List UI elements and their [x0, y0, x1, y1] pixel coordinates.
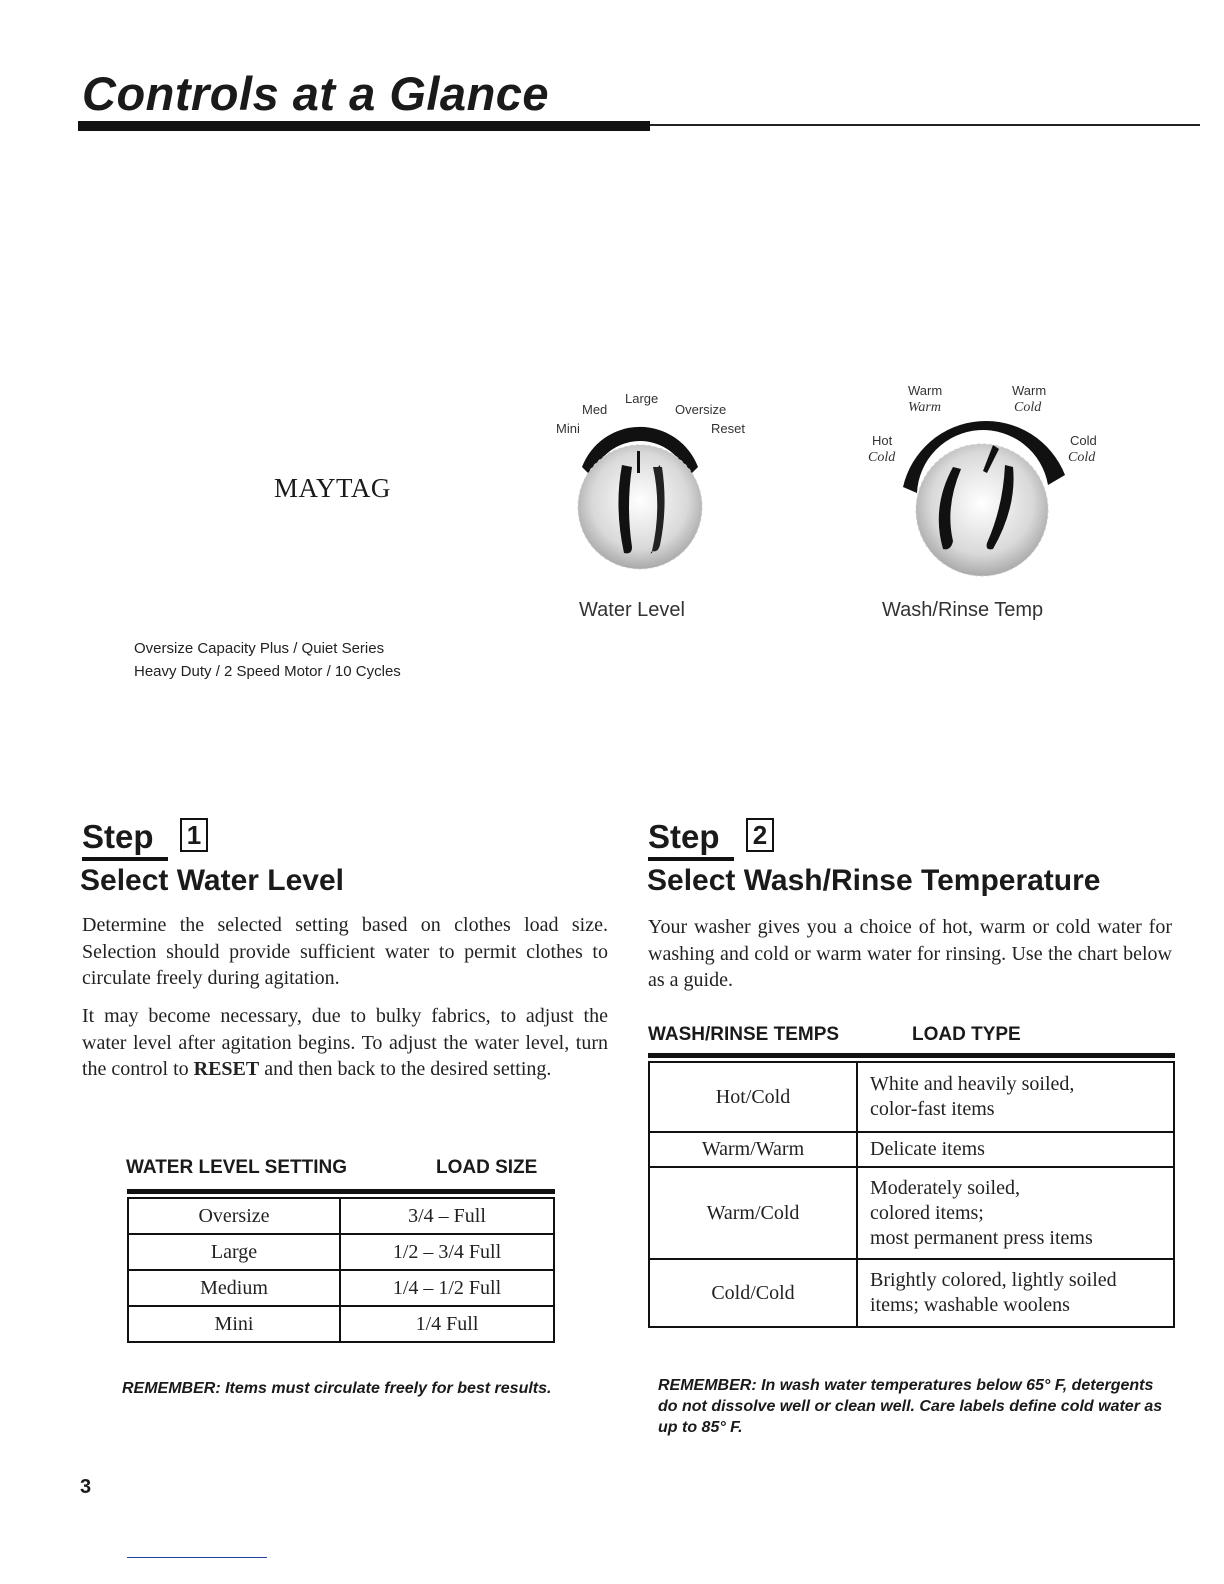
table-row [128, 1198, 554, 1234]
step-1-word: Step [82, 818, 154, 855]
table-cell: 1/4 Full [340, 1306, 554, 1342]
model-line-1: Oversize Capacity Plus / Quiet Series [134, 640, 385, 657]
table-row [649, 1062, 1174, 1132]
model-line-2: Heavy Duty / 2 Speed Motor / 10 Cycles [134, 663, 401, 680]
step-2-title: Select Wash/Rinse Temperature [647, 864, 1101, 897]
table-cell: 1/4 – 1/2 Full [340, 1270, 554, 1306]
table-cell: Medium [128, 1270, 340, 1306]
water-level-header-setting: WATER LEVEL SETTING [126, 1157, 347, 1178]
table-cell: 3/4 – Full [340, 1198, 554, 1234]
table-row [649, 1132, 1174, 1167]
water-level-caption: Water Level [579, 599, 685, 621]
dial-label-hot: Hot [872, 433, 893, 448]
table-cell: Brightly colored, lightly soiled items; washable woolens [857, 1259, 1174, 1327]
dial-label-large: Large [625, 391, 659, 406]
reset-keyword: RESET [193, 1058, 260, 1080]
wash-rinse-temp-dial[interactable] [895, 415, 1070, 590]
step-1-remember-note: REMEMBER: Items must circulate freely for best results. [122, 1380, 552, 1397]
step-1-number: 1 [180, 818, 208, 852]
table-row [128, 1234, 554, 1270]
table-cell: Mini [128, 1306, 340, 1342]
water-level-table-top-rule [127, 1189, 555, 1194]
dial-label-warm-warm: Warm [908, 400, 941, 415]
step-2-paragraph-1: Your washer gives you a choice of hot, warm or cold water for washing and cold or warm water for rinsing. Use the chart below as a guide. [648, 916, 1172, 991]
wash-rinse-header-load: LOAD TYPE [912, 1024, 1021, 1045]
wash-rinse-table-top-rule [648, 1053, 1175, 1058]
water-level-header-load: LOAD SIZE [436, 1157, 538, 1178]
step-2-remember-note: REMEMBER: In wash water temperatures below 65° F, detergents do not dissolve well or clean well. Care labels define cold water as up to 85° F. [658, 1377, 1163, 1436]
table-cell: White and heavily soiled, color-fast items [857, 1062, 1174, 1132]
dial-label-warm-cold: Cold [1014, 400, 1042, 415]
wash-rinse-table [648, 1061, 1175, 1328]
dial-label-reset: Reset [711, 421, 745, 436]
table-cell: Moderately soiled, colored items; most permanent press items [857, 1167, 1174, 1259]
dial-label-warm-2: Warm [1012, 383, 1047, 398]
table-cell: Hot/Cold [649, 1062, 857, 1132]
dial-label-cold: Cold [1070, 433, 1097, 448]
dial-label-cold-cold: Cold [1068, 450, 1096, 465]
step-1-paragraph-1: Determine the selected setting based on clothes load size. Selection should provide sufficient water to permit clothes to circulate freely during agitation. [82, 914, 608, 989]
table-cell: Cold/Cold [649, 1259, 857, 1327]
title-rule-thin [650, 124, 1200, 126]
table-cell: 1/2 – 3/4 Full [340, 1234, 554, 1270]
dial-label-warm-1: Warm [908, 383, 943, 398]
step-1-title: Select Water Level [80, 864, 345, 897]
step-2-word: Step [648, 818, 720, 855]
table-row [649, 1259, 1174, 1327]
table-cell: Warm/Cold [649, 1167, 857, 1259]
table-cell: Delicate items [857, 1132, 1174, 1167]
brand-logo: MAYTAG [274, 473, 391, 503]
dial-label-mini: Mini [556, 421, 580, 436]
step-1-underline [82, 857, 168, 861]
page-number: 3 [80, 1476, 92, 1498]
dial-label-hot-cold: Cold [868, 450, 896, 465]
bottom-rule [127, 1557, 267, 1558]
page-title: Controls at a Glance [82, 67, 550, 120]
table-cell: Warm/Warm [649, 1132, 857, 1167]
step-1-paragraph-2-b: and then back to the desired setting. [259, 1058, 552, 1080]
title-rule [78, 121, 650, 131]
table-row [128, 1306, 554, 1342]
table-row [649, 1167, 1174, 1259]
step-2-underline [648, 857, 734, 861]
water-level-dial[interactable] [560, 415, 720, 585]
step-1-paragraph-2-a: It may become necessary, due to bulky fabrics, to adjust the water level after agitation begins. To adjust the water level, turn the control to [82, 1005, 608, 1080]
wash-rinse-temp-caption: Wash/Rinse Temp [882, 599, 1044, 621]
table-row [128, 1270, 554, 1306]
table-cell: Large [128, 1234, 340, 1270]
table-cell: Oversize [128, 1198, 340, 1234]
step-2-number: 2 [746, 818, 774, 852]
wash-rinse-header-temps: WASH/RINSE TEMPS [648, 1024, 840, 1045]
step-1-paragraph-2 [82, 1003, 608, 1083]
dial-label-oversize: Oversize [675, 402, 727, 417]
dial-label-med: Med [582, 402, 608, 417]
water-level-table [127, 1197, 555, 1343]
